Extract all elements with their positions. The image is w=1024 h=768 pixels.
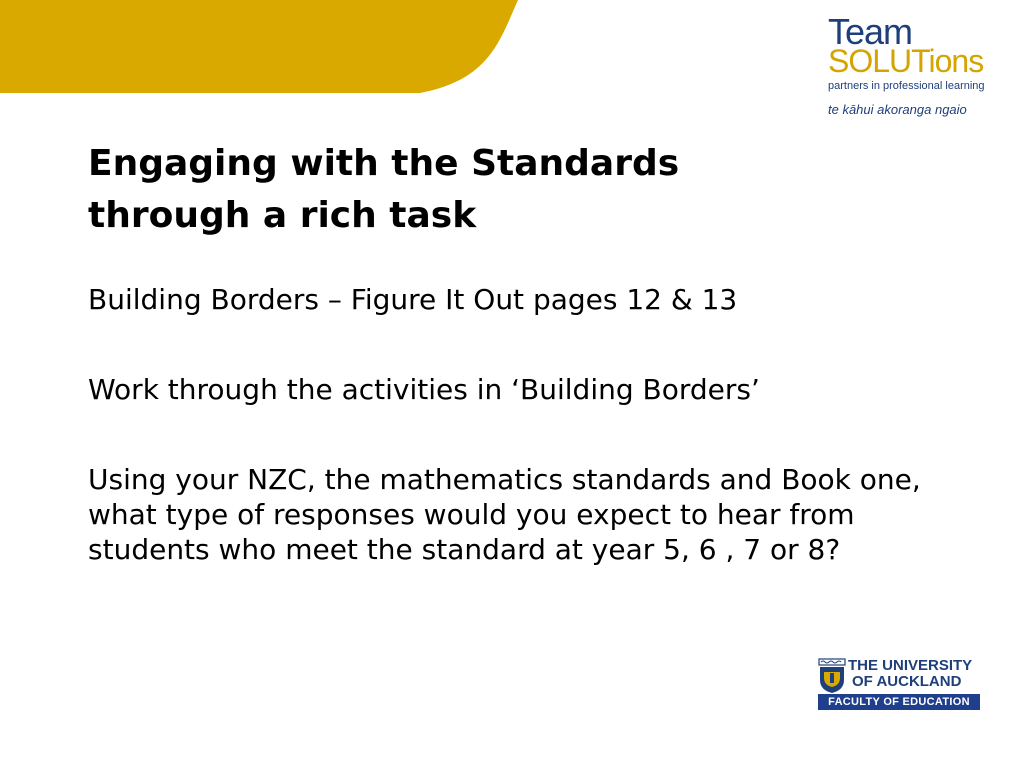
logo-word-team: Team <box>828 11 913 52</box>
logo-maori-tagline: te kāhui akoranga ngaio <box>828 102 967 117</box>
faculty-label: FACULTY OF EDUCATION <box>818 694 980 710</box>
title-line-1: Engaging with the Standards <box>88 143 680 184</box>
logo-tagline: partners in professional learning <box>828 80 985 92</box>
team-solutions-logo <box>822 11 1012 124</box>
crest-icon <box>818 658 846 694</box>
university-name-line-2: OF AUCKLAND <box>852 673 962 690</box>
paragraph-question: Using your NZC, the mathematics standards and Book one, what type of responses would you expect to hear from students who meet the standard at year 5, 6 , 7 or 8? <box>88 463 921 566</box>
title-line-2: through a rich task <box>88 195 477 236</box>
university-of-auckland-logo <box>818 656 982 712</box>
university-name-line-1: THE UNIVERSITY <box>848 657 973 674</box>
paragraph-building-borders: Building Borders – Figure It Out pages 12 & 13 <box>88 283 738 316</box>
paragraph-work-through: Work through the activities in ‘Building Borders’ <box>88 373 760 406</box>
logo-word-solutions: SOLUTions <box>828 43 984 79</box>
decorative-gold-shape <box>0 0 530 96</box>
slide-title <box>88 138 808 242</box>
